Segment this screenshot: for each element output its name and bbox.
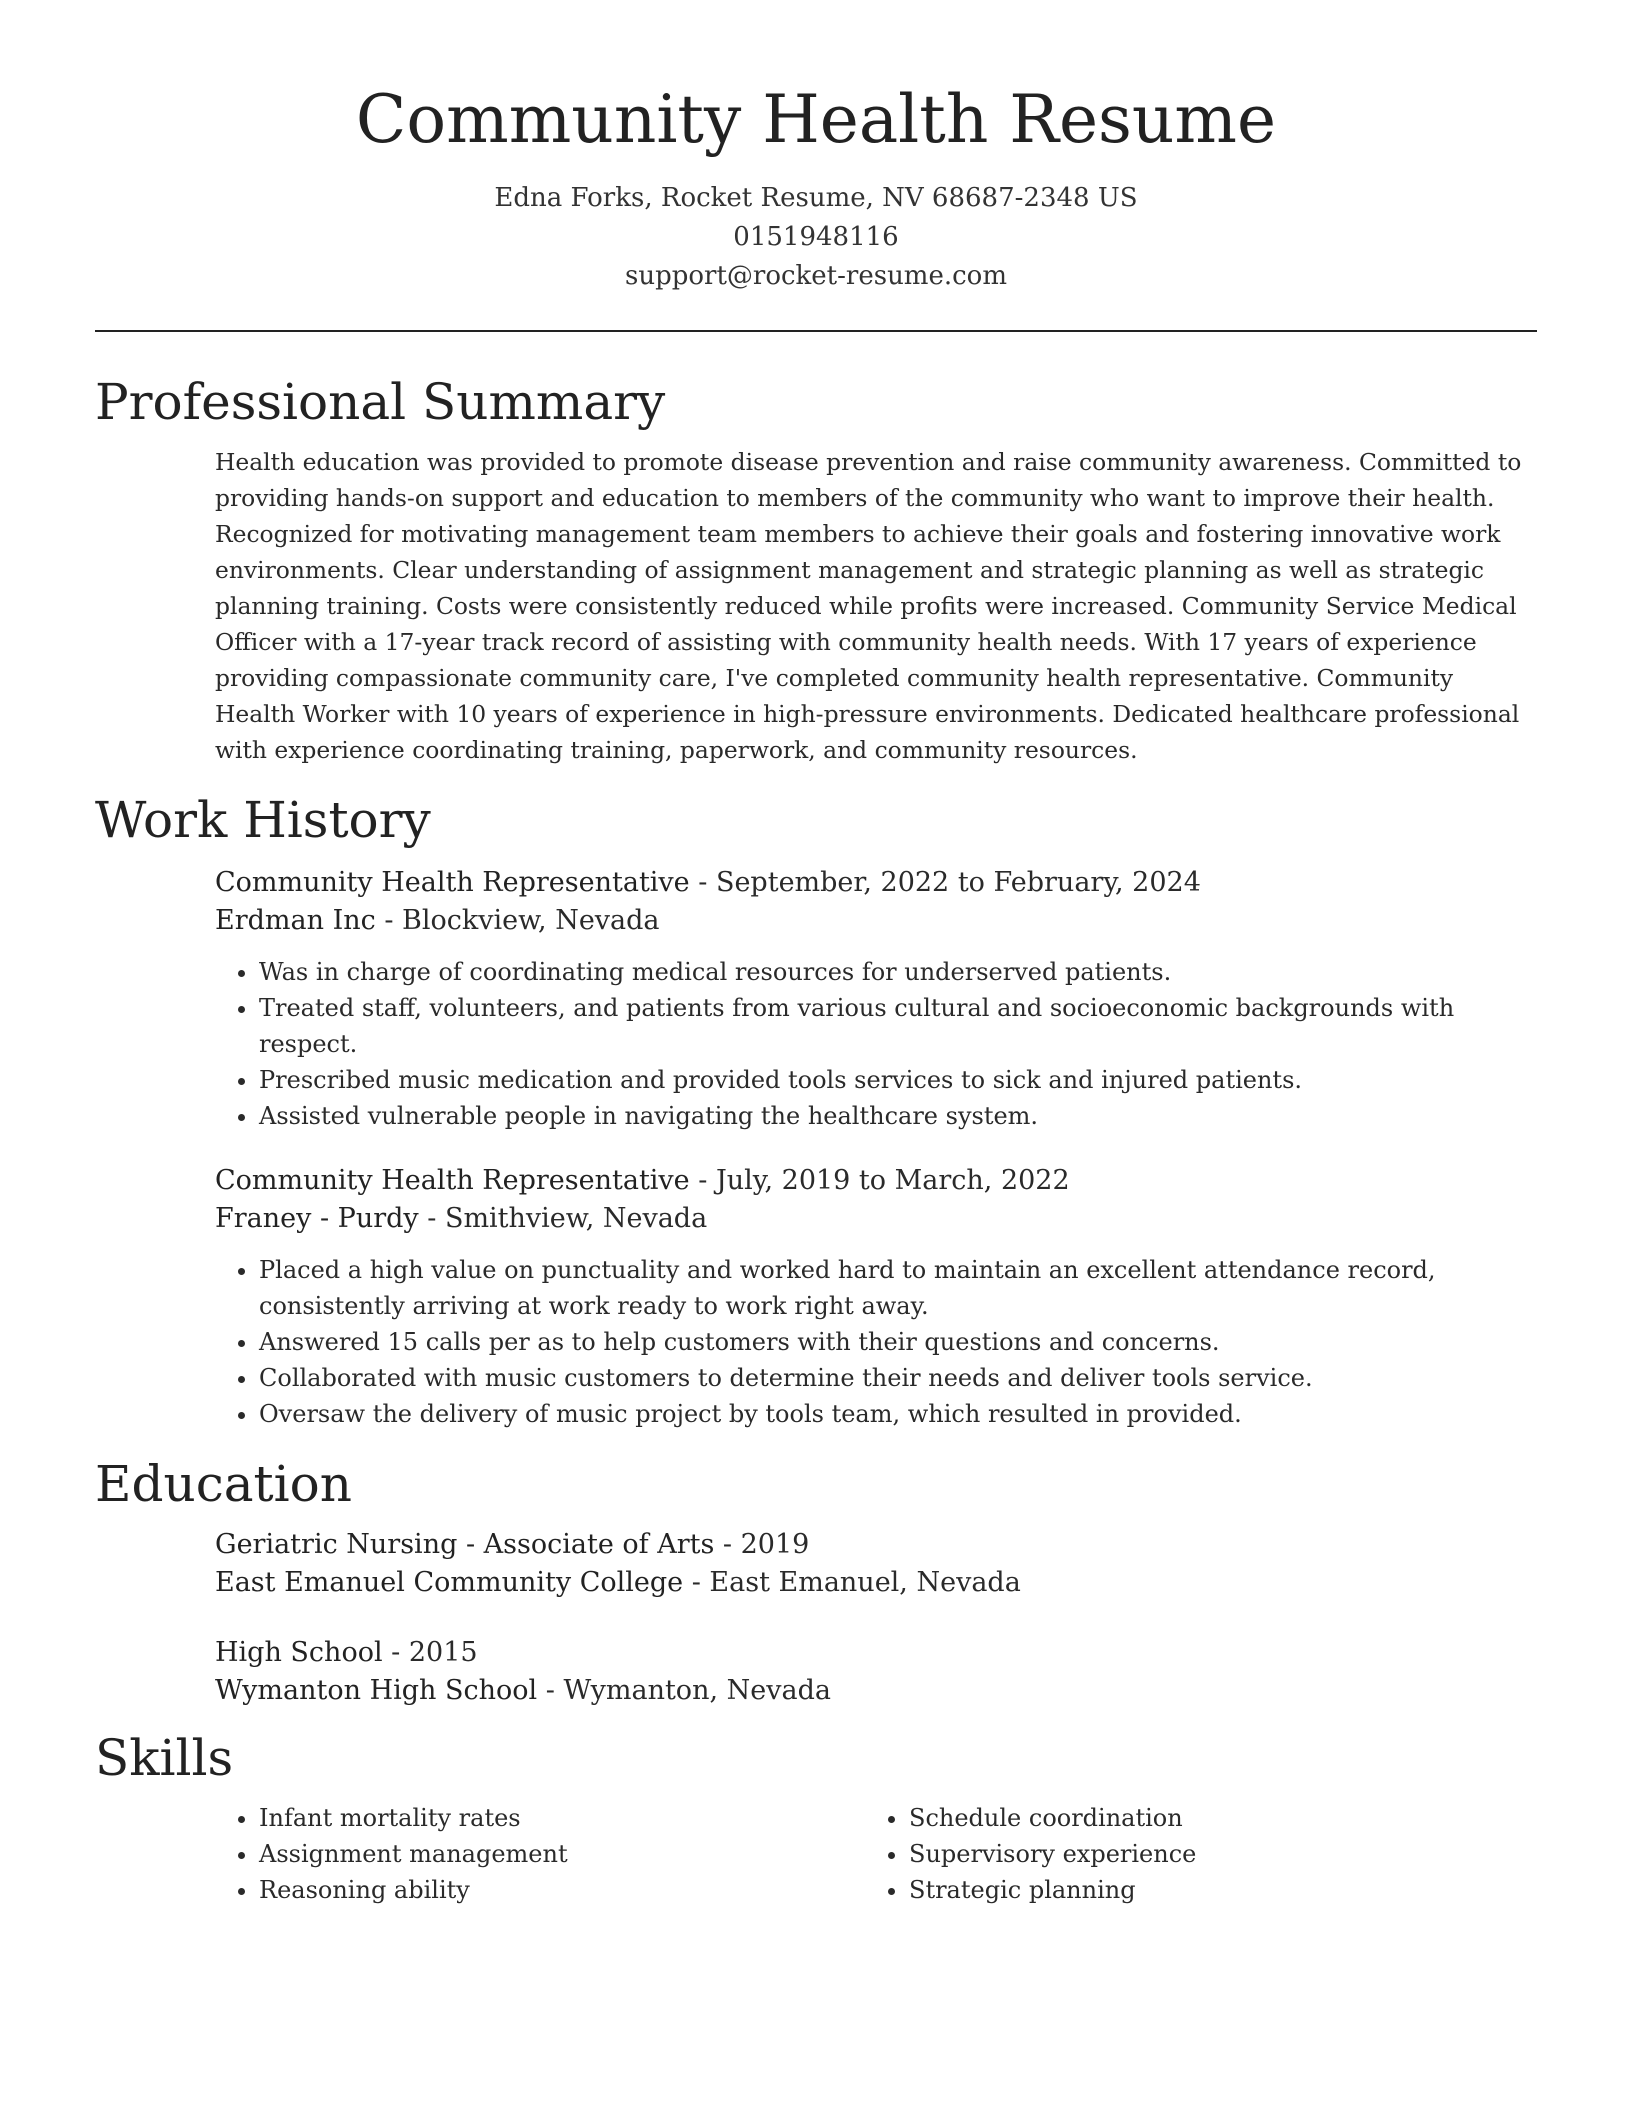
resume-header [0, 0, 1632, 296]
degree: Geriatric Nursing - Associate of Arts [215, 1528, 715, 1560]
school-line [215, 1672, 1537, 1710]
skills-column-left [215, 1800, 865, 1908]
work-body [215, 864, 1537, 1432]
job-company-line [215, 902, 1537, 940]
list-item: • Was in charge of coordinating medical resources for underserved patients. [259, 954, 1537, 990]
resume-title: Community Health Resume [355, 81, 1277, 158]
list-item: • Assignment management [259, 1836, 865, 1872]
skills-heading: Skills [95, 1728, 234, 1787]
degree-year: - 2019 [714, 1528, 810, 1560]
skills-section [95, 1728, 1537, 1908]
job-entry [215, 1162, 1537, 1432]
list-item: • Collaborated with music customers to determine their needs and deliver tools service. [259, 1360, 1537, 1396]
education-heading: Education [95, 1454, 352, 1513]
list-item: • Reasoning ability [259, 1872, 865, 1908]
list-item: • Schedule coordination [909, 1800, 1515, 1836]
job-bullets [215, 1252, 1537, 1432]
school: East Emanuel Community College [215, 1566, 684, 1598]
job-bullets [215, 954, 1537, 1134]
job-dates: - September, 2022 to February, 2024 [689, 866, 1201, 898]
school-location: - East Emanuel, Nevada [683, 1566, 1021, 1598]
header-divider [95, 330, 1537, 332]
job-title-line [215, 1162, 1537, 1200]
degree-line [215, 1634, 1537, 1672]
education-entry [215, 1526, 1537, 1602]
summary-body [215, 444, 1537, 768]
list-item: • Assisted vulnerable people in navigating the healthcare system. [259, 1098, 1537, 1134]
school-location: - Wymanton, Nevada [537, 1674, 831, 1706]
job-location: - Blockview, Nevada [375, 904, 660, 936]
summary-heading: Professional Summary [95, 372, 666, 431]
list-item: • Strategic planning [909, 1872, 1515, 1908]
work-section [95, 790, 1537, 1432]
job-company: Franey - Purdy [215, 1202, 419, 1234]
job-dates: - July, 2019 to March, 2022 [689, 1164, 1070, 1196]
degree-year: - 2015 [382, 1636, 478, 1668]
contact-address: Edna Forks, Rocket Resume, NV 68687-2348 US [494, 182, 1138, 213]
list-item: • Prescribed music medication and provided tools services to sick and injured patients. [259, 1062, 1537, 1098]
job-title-line [215, 864, 1537, 902]
summary-text: Health education was provided to promote disease prevention and raise community awareness. Committed to providing hands-on support and education to members of the community who want to improve their health. Recognized for motivating management team members to achieve their goals and fostering innovative work environments. Clear understanding of assignment management and strategic planning as well as strategic planning training. Costs were consistently reduced while profits were increased. Community Service Medical Officer with a 17-year track record of assisting with community health needs. With 17 years of experience providing compassionate community care, I've completed community health representative. Community Health Worker with 10 years of experience in high-pressure environments. Dedicated healthcare professional with experience coordinating training, paperwork, and community resources. [215, 447, 1522, 764]
job-title: Community Health Representative [215, 1164, 690, 1196]
school-line [215, 1564, 1537, 1602]
job-company: Erdman Inc [215, 904, 376, 936]
list-item: • Placed a high value on punctuality and worked hard to maintain an excellent attendance record, consistently arriving at work ready to work right away. [259, 1252, 1537, 1324]
skills-body [215, 1800, 1537, 1908]
summary-section [95, 372, 1537, 768]
job-company-line [215, 1200, 1537, 1238]
list-item: • Infant mortality rates [259, 1800, 865, 1836]
skills-column-right [865, 1800, 1515, 1908]
list-item: • Answered 15 calls per as to help customers with their questions and concerns. [259, 1324, 1537, 1360]
degree-line [215, 1526, 1537, 1564]
school: Wymanton High School [215, 1674, 538, 1706]
list-item: • Supervisory experience [909, 1836, 1515, 1872]
work-heading: Work History [95, 790, 431, 849]
education-body [215, 1526, 1537, 1710]
job-entry [215, 864, 1537, 1134]
degree: High School [215, 1636, 383, 1668]
education-entry [215, 1634, 1537, 1710]
list-item: • Oversaw the delivery of music project by tools team, which resulted in provided. [259, 1396, 1537, 1432]
education-section [95, 1454, 1537, 1710]
skills-list-right [865, 1800, 1515, 1908]
job-location: - Smithview, Nevada [418, 1202, 708, 1234]
contact-phone: 0151948116 [733, 221, 899, 252]
skills-list-left [215, 1800, 865, 1908]
job-title: Community Health Representative [215, 866, 690, 898]
list-item: • Treated staff, volunteers, and patients from various cultural and socioeconomic backgrounds with respect. [259, 990, 1537, 1062]
contact-email: support@rocket-resume.com [624, 260, 1007, 291]
skills-grid [215, 1800, 1537, 1908]
